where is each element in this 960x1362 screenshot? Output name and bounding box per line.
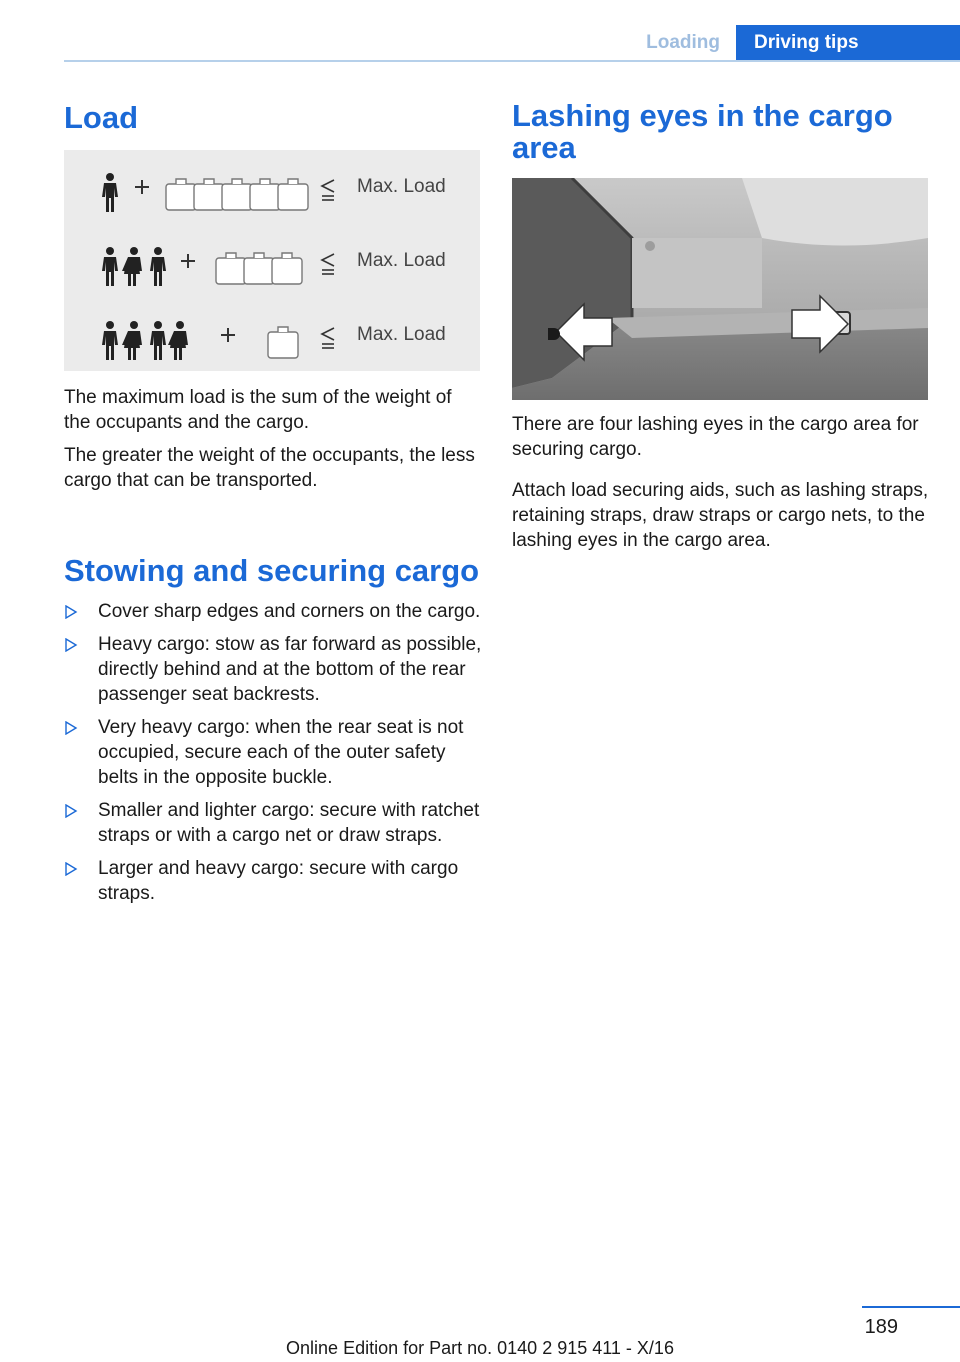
load-figure: [64, 150, 480, 371]
right-column: [512, 100, 930, 553]
suitcase-icon: [166, 179, 308, 210]
suitcase-icon: [216, 253, 302, 284]
cargo-area-photo: [512, 178, 928, 400]
page-number: 189: [864, 1316, 898, 1338]
person-icon: [102, 173, 118, 212]
plus-icon: [181, 254, 195, 268]
suitcase-icon: [268, 327, 298, 358]
less-equal-icon: [322, 328, 334, 348]
stowing-list: [64, 599, 482, 906]
list-item-text: Very heavy cargo: when the rear seat is not occupied, secure each of the outer safety belts in the opposite buckle.: [98, 717, 464, 788]
list-item-text: Smaller and lighter cargo: secure with ratchet straps or with a cargo net or draw straps.: [98, 800, 480, 846]
footer-edition: Online Edition for Part no. 0140 2 915 411 - X/16: [286, 1338, 674, 1358]
load-row-icons: [64, 162, 354, 222]
lashing-paragraph-1: There are four lashing eyes in the cargo area for securing cargo.: [512, 414, 919, 460]
person-icon: [102, 247, 166, 286]
load-row-icons: [64, 310, 354, 370]
load-row-2: [64, 236, 480, 296]
list-item: [64, 856, 482, 906]
person-icon: [102, 321, 188, 360]
list-item: [64, 599, 482, 624]
list-item: [64, 632, 482, 707]
load-paragraph-2: The greater the weight of the occupants, the less cargo that can be transported.: [64, 445, 475, 491]
plus-icon: [221, 328, 235, 342]
load-row-1: [64, 162, 480, 222]
section-tab-loading: Loading: [646, 32, 720, 53]
load-paragraph-1: The maximum load is the sum of the weight of the occupants and the cargo.: [64, 387, 452, 433]
triangle-bullet-icon: [64, 804, 78, 818]
list-item: [64, 715, 482, 790]
lashing-heading: Lashing eyes in the cargo area: [512, 98, 893, 165]
load-row-3: [64, 310, 480, 370]
page-header: [0, 0, 960, 62]
cargo-area-illustration: [512, 178, 928, 400]
triangle-bullet-icon: [64, 605, 78, 619]
triangle-bullet-icon: [64, 862, 78, 876]
list-item: [64, 798, 482, 848]
triangle-bullet-icon: [64, 721, 78, 735]
stowing-heading: Stowing and securing cargo: [64, 553, 480, 588]
max-load-label: Max. Load: [357, 250, 446, 271]
lashing-eye-icon: [548, 328, 560, 340]
list-item-text: Larger and heavy cargo: secure with cargo straps.: [98, 858, 459, 904]
plus-icon: [135, 180, 149, 194]
header-rule: [64, 60, 960, 62]
chapter-tab-driving-tips: Driving tips: [736, 25, 960, 62]
load-row-icons: [64, 236, 354, 296]
load-heading: Load: [64, 100, 139, 135]
list-item-text: Heavy cargo: stow as far forward as possible, directly behind and at the bottom of the rear passenger seat backrests.: [98, 634, 482, 705]
less-equal-icon: [322, 180, 334, 200]
left-column: [64, 100, 482, 914]
max-load-label: Max. Load: [357, 324, 446, 345]
triangle-bullet-icon: [64, 638, 78, 652]
max-load-label: Max. Load: [357, 176, 446, 197]
footer-rule: [862, 1306, 960, 1308]
list-item-text: Cover sharp edges and corners on the cargo.: [98, 601, 481, 622]
less-equal-icon: [322, 254, 334, 274]
lashing-paragraph-2: Attach load securing aids, such as lashing straps, retaining straps, draw straps or cargo nets, to the lashing eyes in the cargo area.: [512, 480, 929, 551]
